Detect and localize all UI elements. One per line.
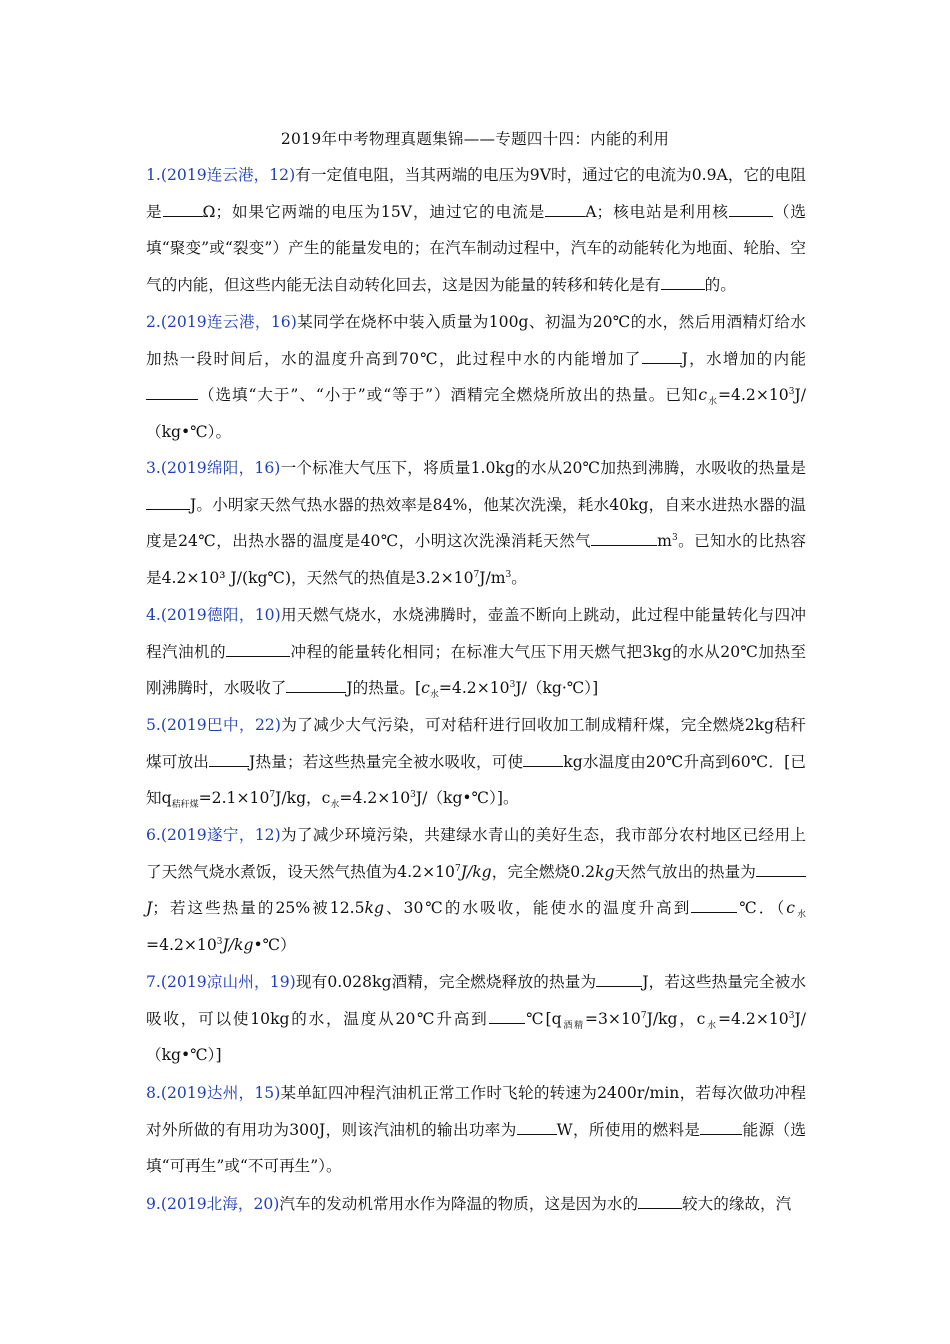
question-text: ℃[q [524,1009,562,1028]
question-source: (2019遂宁，12) [160,826,281,844]
superscript: 7 [473,569,480,580]
answer-blank[interactable] [226,642,290,657]
superscript: 3 [509,679,516,690]
question-number: 2. [146,313,161,331]
question-text: J，水增加的内能 [681,349,806,368]
question-text: 某同学在烧杯中装入质量为100g、初温为20℃的水，然后用酒精灯给水加热一段时间后，水的温度升高到70℃，此过程中水的内能增加了 [146,313,806,368]
superscript: 7 [640,1010,647,1021]
question-text: kg水温度由20℃升高到60℃．[已知q [146,752,806,807]
question-text: 、30℃的水吸收，能使水的温度升高到 [383,899,692,917]
question-number: 3. [146,459,161,477]
answer-blank[interactable] [545,202,585,217]
question-text: 。已知水的比热容是4.2×10³ J/(kg℃)，天然气的热值是3.2×10 [146,532,806,587]
question-text: 某单缸四冲程汽油机正常工作时飞轮的转速为2400r/min，若每次做功冲程对外所做的有用功为300J，则该汽油机的输出功率为 [146,1084,806,1139]
superscript: 7 [269,789,276,800]
question-text: J/（kg•℃）。 [146,386,806,441]
question-text: =4.2×10 [146,935,217,954]
question-text: J/（kg•℃）] [146,1009,806,1064]
superscript: 7 [454,863,461,874]
question-number: 1. [146,166,161,184]
question-source: (2019凉山州，19) [160,973,296,991]
subscript: 水 [429,690,439,701]
answer-blank[interactable] [729,202,773,217]
question-text: =3×10 [584,1009,641,1028]
question-text: J/（kg·℃）] [515,679,599,697]
question-text: J热量；若这些热量完全被水吸收，可使 [249,752,524,771]
question-text: Ω；如果它两端的电压为15V，迪过它的电流是 [202,202,546,221]
question-text: J的热量。[ [346,679,422,697]
answer-blank[interactable] [700,1120,742,1135]
question-text: =4.2×10 [438,679,510,697]
question-number: 7. [146,973,161,991]
question-text: 为了减少大气污染，可对秸秆进行回收加工制成精秆煤，完全燃烧2kg秸秆煤可放出 [146,716,807,771]
superscript: 3 [671,532,678,543]
question-6 [146,817,806,963]
question-8 [146,1075,806,1185]
question-text: =4.2×10 [717,386,789,404]
unit-text: kg [364,899,384,917]
question-text: 。 [511,568,527,587]
superscript: 3 [788,1010,795,1021]
question-text: W，所使用的燃料是 [556,1120,701,1139]
answer-blank[interactable] [661,275,705,290]
question-text: J/m [479,568,506,587]
question-text: 能源（选填“可再生”或“不可再生”）。 [146,1120,806,1175]
question-source: (2019北海，20) [160,1195,280,1213]
question-text: 用天燃气烧水，水烧沸腾时，壶盖不断向上跳动，此过程中能量转化与四冲程汽油机的 [146,606,806,661]
subscript: 水 [330,800,340,811]
unit-text: J/kg• [222,935,263,954]
question-2 [146,304,806,450]
answer-blank[interactable] [146,385,198,400]
question-3 [146,450,806,596]
question-text: J，若这些热量完全被水吸收，可以使10kg的水，温度从20℃升高到 [146,973,806,1028]
subscript: 水 [707,397,718,408]
question-text: J/kg，c [275,789,331,807]
question-text: 冲程的能量转化相同；在标准大气压下用天燃气把3kg的水从20℃加热至刚沸腾时，水吸收了 [146,642,806,697]
question-text: （选填“大于”、“小于”或“等于”）酒精完全燃烧所放出的热量。已知 [198,386,699,404]
answer-blank[interactable] [591,531,657,546]
unit-text: kg [595,862,615,881]
superscript: 3 [410,789,416,800]
question-number: 6. [146,826,161,844]
question-number: 8. [146,1084,161,1102]
question-text: 汽车的发动机常用水作为降温的物质，这是因为水的 [279,1195,639,1213]
question-number: 4. [146,606,161,624]
question-text: ℃．（ [737,899,787,917]
subscript: 水 [705,1020,718,1031]
question-text: m [657,532,672,550]
answer-blank[interactable] [638,1194,682,1209]
question-text: ，完全燃烧0.2 [491,862,596,881]
superscript: 3 [216,936,223,947]
page-title: 2019年中考物理真题集锦——专题四十四：内能的利用 [280,130,670,148]
symbol-c: c [421,679,430,697]
answer-blank[interactable] [517,1120,557,1135]
symbol-c: c [698,386,708,404]
question-text: 的。 [704,275,736,294]
answer-blank[interactable] [691,898,737,913]
superscript: 3 [788,386,795,397]
question-text: =4.2×10 [339,789,411,807]
question-text: J/kg，c [646,1009,706,1028]
subscript: 水 [794,910,806,921]
answer-blank[interactable] [286,678,346,693]
unit-text: J [146,899,153,917]
question-text: ；若这些热量的25%被12.5 [152,899,365,917]
question-5 [146,707,806,817]
question-text: ℃） [262,935,296,954]
answer-blank[interactable] [163,202,203,217]
question-text: 一个标准大气压下，将质量1.0kg的水从20℃加热到沸腾，水吸收的热量是 [280,459,806,477]
question-text: （选填“聚变”或“裂变”）产生的能量发电的；在汽车制动过程中，汽车的动能转化为地面、轮胎、空气的内能，但这些内能无法自动转化回去，这是因为能量的转移和转化是有 [146,202,806,294]
question-9 [146,1186,806,1223]
question-source: (2019连云港，16) [160,313,297,331]
superscript: 3 [505,569,512,580]
subscript: 秸秆煤 [171,800,199,811]
question-4 [146,597,806,707]
answer-blank[interactable] [489,1009,525,1024]
question-text: J/（kg•℃）]。 [415,789,519,807]
question-source: (2019连云港，12) [160,166,296,184]
question-source: (2019德阳，10) [160,606,281,624]
question-source: (2019巴中，22) [160,716,281,734]
unit-text: J/kg [460,862,492,881]
question-text: 为了减少环境污染，共建绿水青山的美好生态，我市部分农村地区已经用上了天然气烧水煮饭，设天然气热值为4.2×10 [146,826,806,881]
answer-blank[interactable] [146,495,190,510]
question-number: 9. [146,1195,161,1213]
subscript: 酒精 [561,1020,585,1031]
answer-blank[interactable] [642,349,682,364]
answer-blank[interactable] [596,972,642,987]
question-text: A；核电站是利用核 [585,202,729,221]
question-text: 天然气放出的热量为 [614,862,756,881]
answer-blank[interactable] [209,752,249,767]
answer-blank[interactable] [756,862,806,877]
question-source: (2019达州，15) [160,1084,281,1102]
question-text: =2.1×10 [198,789,270,807]
question-text: J。小明家天然气热水器的热效率是84%，他某次洗澡，耗水40kg，自来水进热水器的温度是24℃，出热水器的温度是40℃，小明这次洗澡消耗天然气 [146,495,806,550]
question-text: =4.2×10 [717,1009,789,1028]
question-1 [146,157,806,303]
question-source: (2019绵阳，16) [160,459,281,477]
question-text: 有一定值电阻，当其两端的电压为9V时，通过它的电流为0.9A，它的电阻是 [146,166,806,221]
question-7 [146,964,806,1074]
question-text: 较大的缘故，汽 [682,1195,792,1213]
answer-blank[interactable] [523,752,563,767]
symbol-c: c [786,899,795,917]
question-number: 5. [146,716,161,734]
question-text: 现有0.028kg酒精，完全燃烧释放的热量为 [295,973,597,991]
